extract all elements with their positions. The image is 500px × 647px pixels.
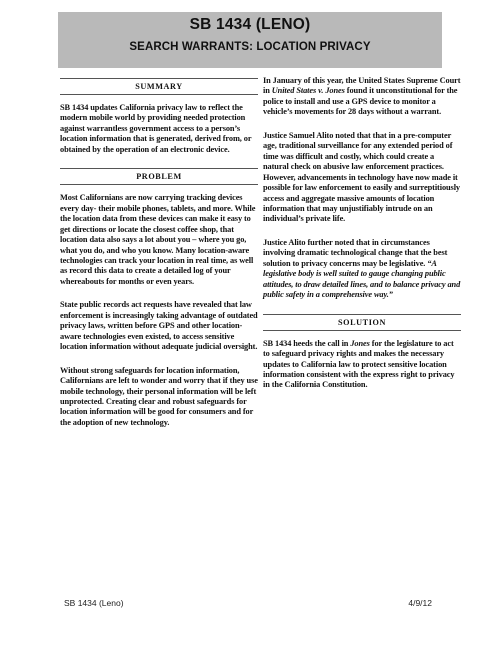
solution-text-before: SB 1434 heeds the call in [263,338,351,348]
problem-paragraph-1: Most Californians are now carrying tracking devices every day- their mobile phones, tablets, and more. While the location data from these devices can make it easy to get directions or locate the closest coffee shop, that location data also says a lot about you – where you go, what you do, and who you know. Many location-aware technologies can track your location in real time, as well as record this data to create a detailed log of your whereabouts for months or even years. [60,193,256,286]
jones-text-after: found it unconstitutional for the police to install and use a GPS device to monitor a vehicle’s movements for 28 days without a warrant. [263,86,458,117]
problem-paragraph-2: State public records act requests have revealed that law enforcement is increasingly taking advantage of outdated privacy laws, written before GPS and other location-aware technologies even existed, to access sensitive location information without adequate judicial oversight. [60,300,258,352]
solution-heading: SOLUTION [263,314,461,331]
footer-bill-name: SB 1434 (Leno) [64,598,124,608]
alito-paragraph-1: Justice Samuel Alito noted that that in a pre-computer age, traditional surveillance for any extended period of time was difficult and costly, which could create a natural check on abusive law enforcement practices. However, advancements in technology have now made it possible for law enforcement to easily and surreptitiously access and aggregate massive amounts of location information that may unjustifiably intrude on an individual’s private life. [263,130,460,224]
solution-paragraph [263,339,461,391]
alito-paragraph-2 [263,238,461,301]
alito-text: Justice Alito further noted that in circumstances involving dramatic technological change that the best solution to privacy concerns may be legislative. [263,237,448,268]
solution-text-after: for the legislature to act to safeguard privacy rights and makes the necessary updates to California law to protect sensitive location information consistent with the express right to privacy in the California Constitution. [263,338,455,390]
jones-text-before: In January of this year, the United States Supreme Court in [263,76,461,96]
alito-quote: “A legislative body is well suited to gauge changing public attitudes, to draw detailed lines, and to balance privacy and public safety in a comprehensive way.” [263,258,461,300]
problem-paragraph-3: Without strong safeguards for location information, Californians are left to wonder and worry that if they use mobile technology, their personal information will be left unprotected. Creating clear and robust safeguards for location information will be good for consumers and for the adoption of new technology. [60,365,258,427]
jones-case-name: United States v. Jones [271,86,345,96]
document-title: SB 1434 (LENO) [189,16,311,33]
document-subtitle: SEARCH WARRANTS: LOCATION PRIVACY [129,41,371,53]
right-column [263,78,461,404]
jones-paragraph [263,76,461,118]
footer-date: 4/9/12 [408,598,432,608]
summary-paragraph: SB 1434 updates California privacy law to reflect the modern mobile world by providing needed protection against warrantless government access to a person’s location information that is generated, derived from, or obtained by the operation of an electronic device. [60,103,252,154]
left-column [60,78,258,441]
solution-case-name: Jones [350,338,370,348]
document-header [58,12,442,68]
summary-heading: SUMMARY [60,78,258,95]
problem-heading: PROBLEM [60,168,258,185]
